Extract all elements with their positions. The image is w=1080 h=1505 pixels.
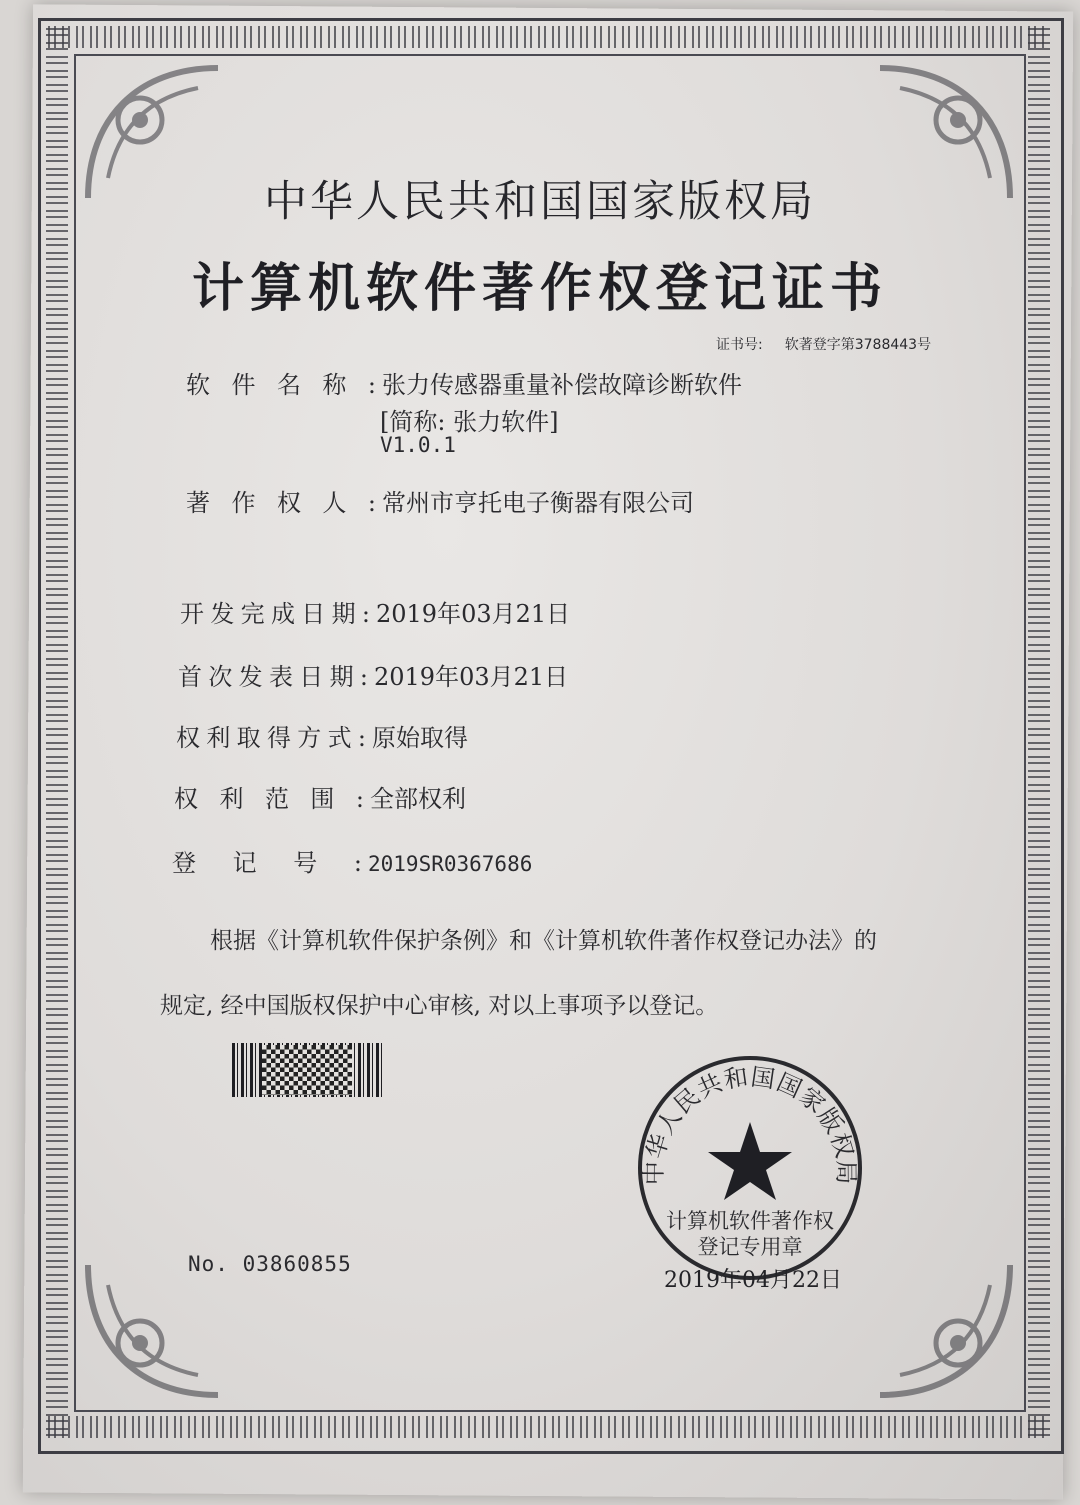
field-registration-no [172,843,532,878]
field-label: 首次发表日期: [178,663,368,691]
corner-ornament-bottom-left [78,1255,228,1405]
software-version: V1.0.1 [380,433,456,457]
seal-ring-text: 中华人民共和国国家版权局 [639,1062,861,1186]
field-value: 2019年03月21日 [376,600,571,628]
cert-no-value: 软著登字第3788443号 [784,337,932,353]
issue-date: 2019年04月22日 [664,1268,842,1293]
certificate-number [716,334,931,354]
statement-line-2: 规定, 经中国版权保护中心审核, 对以上事项予以登记。 [160,993,719,1019]
field-software-name [186,365,742,400]
field-value: 2019年03月21日 [374,663,569,691]
greek-key-border-right [1028,26,1050,1436]
seal-inner-line-1: 计算机软件著作权 [666,1209,834,1233]
field-label: 登记号: [172,849,362,877]
greek-key-border-top [48,26,1048,48]
field-label: 软件名称: [186,371,376,399]
seal-star-icon [708,1122,792,1200]
cert-no-label: 证书号: [716,337,763,353]
field-copyright-owner [186,483,694,518]
field-value: 原始取得 [372,724,468,752]
field-value: 全部权利 [370,785,466,813]
corner-ornament-bottom-right [870,1255,1020,1405]
statement-line-1: 根据《计算机软件保护条例》和《计算机软件著作权登记办法》的 [210,928,877,954]
greek-key-border-bottom [48,1416,1048,1438]
qr-code [262,1045,352,1095]
field-value: 2019SR0367686 [368,852,533,876]
field-label: 权利范围: [174,785,364,813]
software-short-name: [简称: 张力软件] [380,408,559,436]
field-dev-complete-date [180,594,570,629]
issuer-title: 中华人民共和国国家版权局 [264,177,816,227]
field-rights-scope [174,779,466,814]
official-seal [634,1052,866,1284]
field-value: 张力传感器重量补偿故障诊断软件 [382,371,742,399]
serial-number: No. 03860855 [188,1252,352,1276]
field-label: 开发完成日期: [180,600,370,628]
field-label: 著作权人: [186,489,376,517]
field-label: 权利取得方式: [176,724,366,752]
field-acquisition-method [176,718,468,753]
certificate-title: 计算机软件著作权登记证书 [191,259,888,319]
seal-inner-line-2: 登记专用章 [697,1235,803,1259]
field-value: 常州市亨托电子衡器有限公司 [382,489,694,517]
field-first-publish-date [178,657,568,692]
greek-key-border-left [46,26,68,1436]
